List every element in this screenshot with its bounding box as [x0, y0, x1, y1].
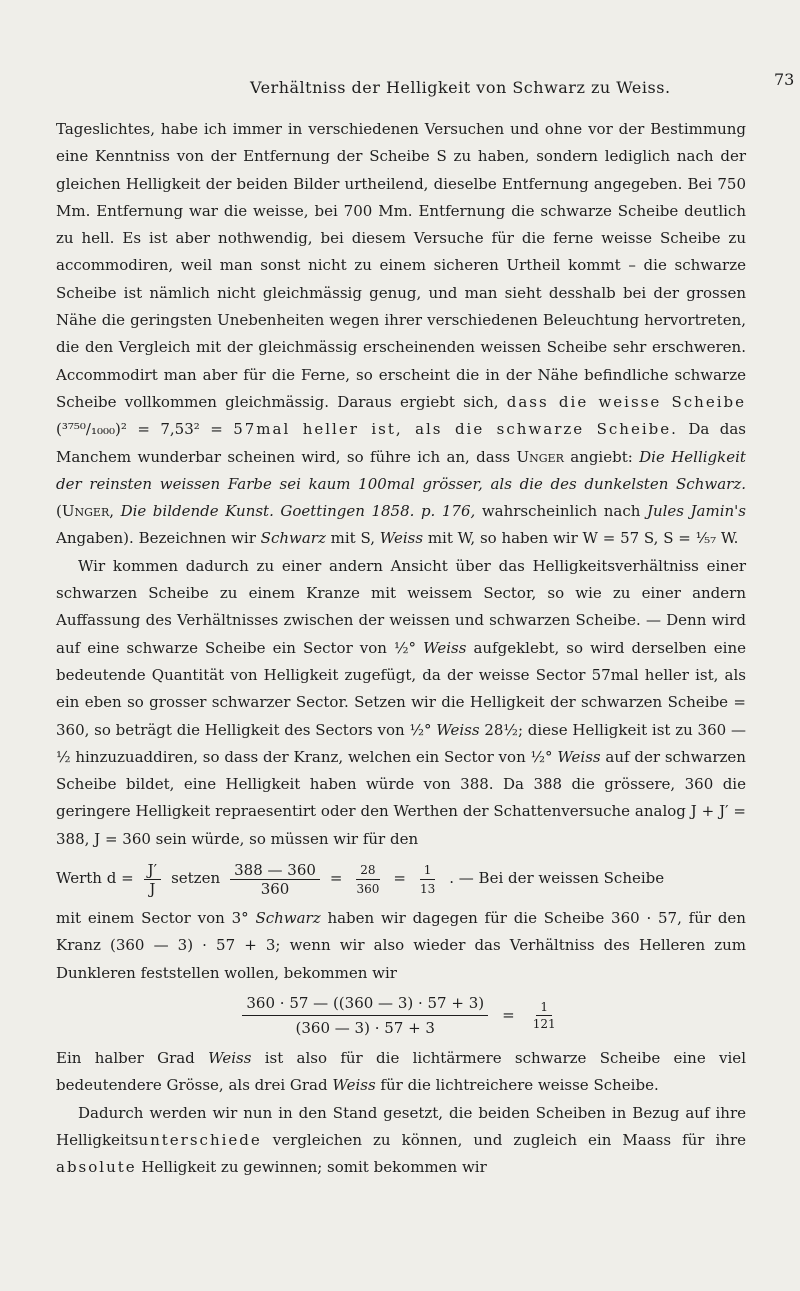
formula-d — [56, 853, 746, 905]
term-weiss: Weiss — [557, 747, 601, 766]
p5-text-a: Dadurch werden wir nun in den Stand gesetzt, die beiden Scheiben in Bezug auf ihre Helligkeits — [56, 1103, 746, 1149]
p1-text-m: wahrscheinlich nach — [481, 502, 641, 521]
equals-sign: = — [393, 869, 406, 888]
fraction-denominator: J — [149, 879, 156, 898]
unger-quote: Die Helligkeit der reinsten weissen Farbe sei kaum 100mal grösser, als die des dunkelsten Schwarz. — [56, 447, 746, 493]
term-weiss: Weiss — [208, 1048, 252, 1067]
p5-text-e: Helligkeit zu gewinnen; somit bekommen wir — [141, 1158, 487, 1177]
p2-text-e: 28½; diese Helligkeit ist zu 360 — ½ hinzuzuaddiren, so dass der Kranz, welchen ein Sector von ½° — [56, 720, 746, 766]
p1-text-s: mit W, so haben wir W = 57 S, S = ¹⁄₅₇ W. — [427, 529, 739, 548]
equals-sign: = — [502, 1006, 515, 1025]
formula-lead: Werth d = — [56, 869, 134, 888]
equals-sign: = — [329, 869, 343, 888]
p2-text-g: auf der schwarzen Scheibe bildet, eine Helligkeit haben würde von 388. Da 388 die grössere, 360 die geringere Helligkeit repraesentirt oder den Werthen der Schattenversuche analog J + J′ = 388, J = 360 sein würde, so müssen wir für den — [56, 747, 746, 848]
paragraph-3 — [56, 905, 746, 987]
fraction-denominator: 13 — [419, 881, 436, 896]
paragraph-1 — [56, 116, 746, 553]
p1-spaced-a: dass die weisse Scheibe — [506, 392, 746, 411]
term-weiss: Weiss — [436, 720, 480, 739]
fraction-result — [529, 999, 560, 1032]
p3-text-a: mit einem Sector von 3° — [56, 909, 249, 928]
p1-text-q: mit S, — [330, 529, 375, 548]
spaced-unterschiede: unterschiede — [138, 1130, 262, 1149]
fraction-ratio — [242, 991, 488, 1040]
fraction-denominator: 121 — [532, 1017, 556, 1032]
p1-spaced-b: 57mal heller ist, als die schwarze Scheibe. — [233, 420, 678, 439]
fraction-numerator: 360 · 57 — ((360 — 3) · 57 + 3) — [242, 991, 488, 1016]
p3-text-c: haben wir dagegen für die Scheibe 360 · 57, für den Kranz (360 — 3) · 57 + 3; wenn wir also wieder das Verhältniss des Helleren zum Dunkleren feststellen wollen, bekommen wir — [56, 909, 746, 982]
formula-ratio — [56, 987, 746, 1045]
formula-tail: . — Bei der weissen Scheibe — [449, 869, 665, 888]
fraction-denominator: (360 — 3) · 57 + 3 — [295, 1019, 435, 1038]
fraction-numerator: 388 — 360 — [230, 861, 320, 880]
spaced-absolute: absolute — [56, 1158, 137, 1177]
p1-text-a: Tageslichtes, habe ich immer in verschiedenen Versuchen und ohne vor der Bestimmung eine Kenntniss von der Entfernung der Scheibe S zu haben, sondern lediglich nach der gleichen Helligkeit der beiden Bilder urtheilend, dieselbe Entfernung angegeben. Bei 750 Mm. Entfernung war die weisse, bei 700 Mm. Entfernung die schwarze Scheibe deutlich zu hell. Es ist aber nothwendig, bei diesem Versuche für die ferne weisse Scheibe zu accommodiren, weil man sonst nicht zu einem sicheren Urtheil kommt – die schwarze Scheibe ist nämlich nicht gleichmässig genug, und man sieht desshalb bei der grossen Nähe die geringsten Unebenheiten wegen ihrer verschiedenen Beleuchtung hervortreten, die den Vergleich mit der gleichmässig erscheinenden weissen Scheibe sehr erschweren. Accommodirt man aber für die Ferne, so erscheint die in der Nähe befindliche schwarze Scheibe vollkommen gleichmässig. Daraus ergiebt sich, — [56, 120, 746, 411]
paragraph-2 — [56, 553, 746, 853]
fraction-numerator: 1 — [420, 861, 436, 880]
p1-comma: , — [109, 502, 115, 521]
running-head: Verhältniss der Helligkeit von Schwarz zu Weiss. — [250, 78, 671, 97]
fraction-denominator: 360 — [260, 879, 290, 898]
p2-text-c: aufgeklebt, so wird derselben eine bedeutende Quantität von Helligkeit zugefügt, da der weisse Sector 57mal heller ist, als ein eben so grosser schwarzer Sector. Setzen wir die Helligkeit der schwarzen Scheibe = 360, so beträgt die Helligkeit des Sectors von ½° — [56, 638, 746, 739]
author-unger: Unger — [516, 447, 564, 466]
p4-text-c: ist also für die lichtärmere schwarze Scheibe eine viel bedeutendere Grösse, als drei Grad — [56, 1048, 746, 1095]
citation: Die bildende Kunst. Goettingen 1858. p. 176, — [120, 502, 476, 521]
p4-text-e: für die lichtreichere weisse Scheibe. — [380, 1076, 659, 1095]
author-unger-2: Unger — [61, 502, 110, 521]
page-number: 73 — [774, 70, 795, 89]
fraction-denominator: 360 — [356, 881, 380, 896]
p1-text-o: Angaben). Bezeichnen wir — [56, 529, 256, 548]
body-text — [56, 116, 746, 1181]
fraction-j — [144, 861, 161, 898]
p5-text-c: vergleichen zu können, und zugleich ein Maass für ihre — [272, 1130, 746, 1149]
author-jamin: Jules Jamin's — [646, 502, 746, 521]
p1-text-e: Da das Manchem wunderbar scheinen wird, so führe ich an, dass — [56, 420, 746, 466]
p1-paren: ( — [56, 502, 62, 521]
fraction-1-13 — [416, 861, 439, 898]
fraction-numerator: J′ — [144, 861, 161, 880]
fraction-numerator: 1 — [536, 999, 552, 1016]
p1-formula: (³⁷⁵⁰/₁₀₀₀)² = 7,53² = — [56, 420, 223, 439]
term-weiss: Weiss — [332, 1076, 376, 1095]
p1-text-g: angiebt: — [570, 447, 633, 466]
fraction-28-360 — [352, 861, 383, 898]
paragraph-5 — [56, 1100, 746, 1182]
fraction-difference — [230, 861, 320, 898]
term-weiss: Weiss — [423, 638, 467, 657]
p2-text-a: Wir kommen dadurch zu einer andern Ansicht über das Helligkeitsverhältniss einer schwarzen Scheibe zu einem Kranze mit weissem Sector, so wie zu einer andern Auffassung des Verhältnisses zwischen der weissen und schwarzen Scheibe. — Denn wird auf eine schwarze Scheibe ein Sector von ½° — [56, 556, 746, 657]
paragraph-4 — [56, 1045, 746, 1100]
p4-text-a: Ein halber Grad — [56, 1048, 195, 1067]
term-schwarz: Schwarz — [255, 909, 321, 928]
formula-mid: setzen — [171, 869, 221, 888]
term-weiss: Weiss — [379, 529, 424, 548]
fraction-numerator: 28 — [356, 861, 379, 880]
term-schwarz: Schwarz — [260, 529, 326, 548]
